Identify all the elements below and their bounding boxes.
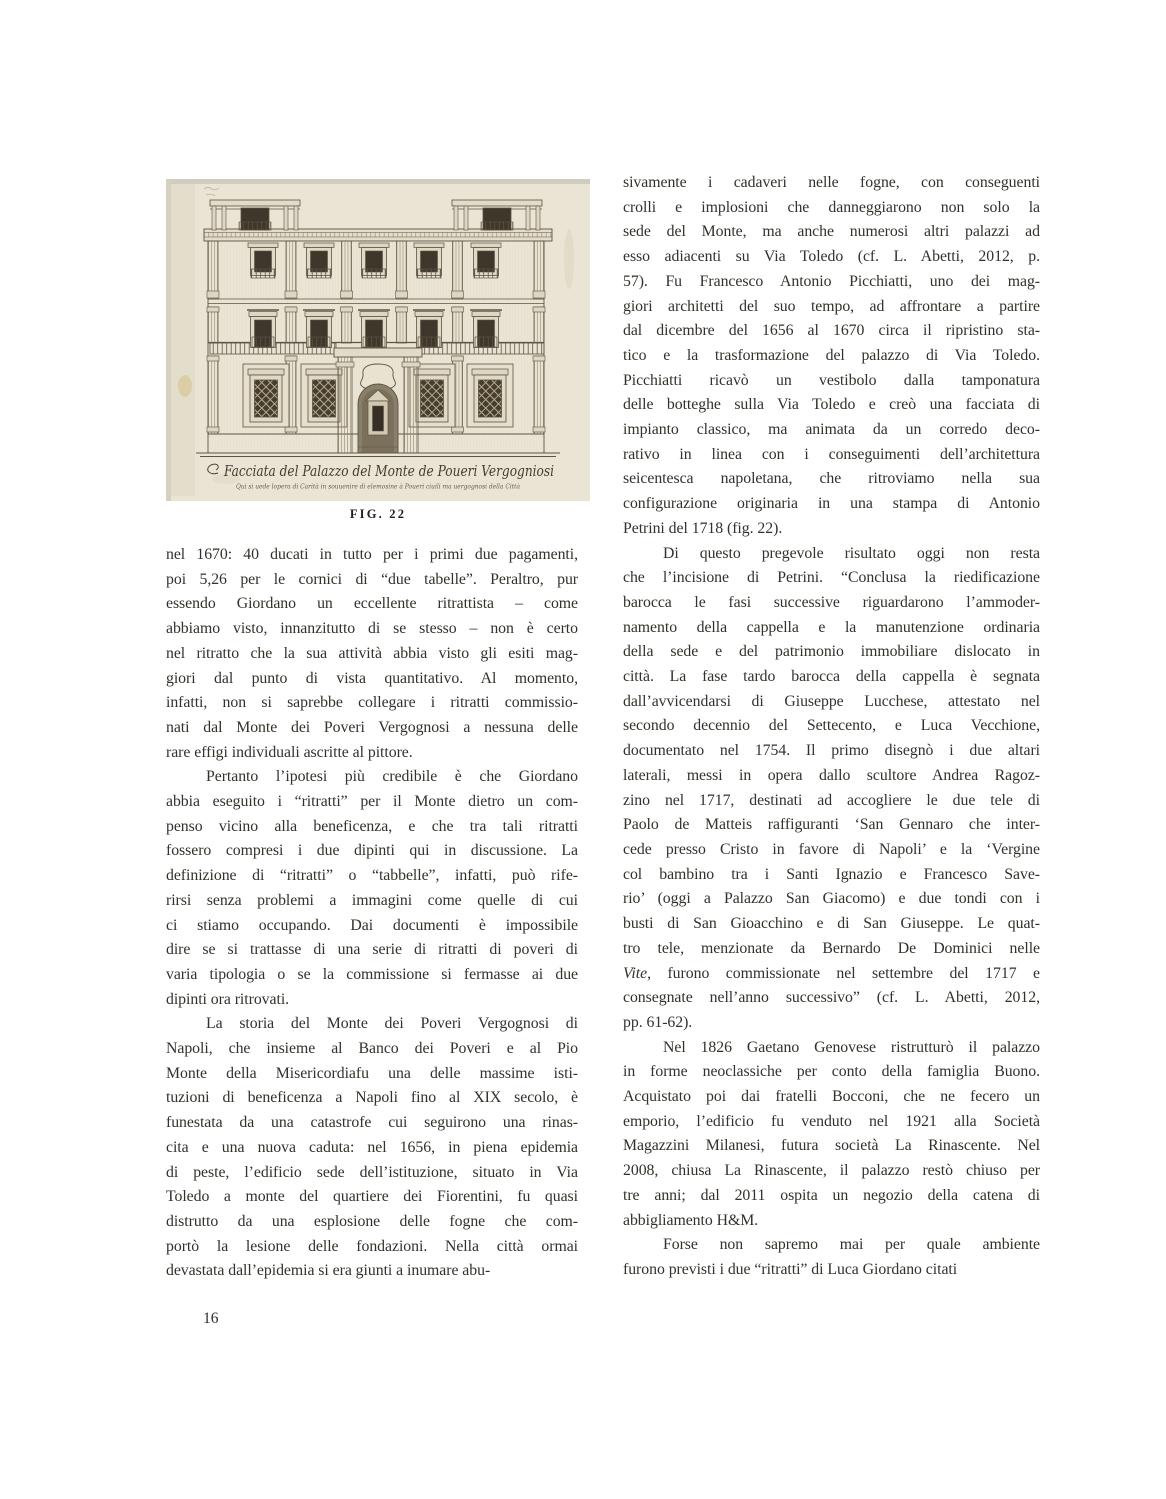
page-number: 16 — [203, 1310, 219, 1327]
text-line: devastata dall’epidemia si era giunti a inumare abu- — [166, 1262, 491, 1280]
text-line: Di questo pregevole risultato oggi non resta — [663, 544, 1040, 562]
figure-caption: FIG. 22 — [349, 507, 407, 521]
text-line: Magazzini Milanesi, futura società La Rinascente. Nel — [623, 1137, 1040, 1155]
text-line: giori dal punto di vista quantitativo. Al momento, — [166, 669, 578, 687]
text-line: delle botteghe sulla Via Toledo e creò una facciata di — [623, 396, 1040, 414]
text-line: in forme neoclassiche per conto della famiglia Buono. — [623, 1063, 1040, 1081]
text-line: secondo decennio del Settecento, e Luca Vecchione, — [623, 717, 1040, 735]
figure-22-engraving — [166, 179, 590, 501]
left-text-column — [166, 543, 578, 1284]
text-line: città. La fase tardo barocca della cappella è segnata — [623, 668, 1040, 686]
text-line: cede presso Cristo in favore di Napoli’ e la ‘Vergine — [623, 840, 1040, 858]
text-line: documentato nel 1754. Il primo disegnò i due altari — [623, 742, 1040, 760]
text-line: nati dal Monte dei Poveri Vergognosi a nessuna delle — [166, 718, 578, 736]
left-attic-tower — [210, 200, 300, 230]
text-line: furono previsti i due “ritratti” di Luca Giordano citati — [623, 1260, 958, 1278]
text-line: abbigliamento H&M. — [623, 1211, 759, 1229]
text-line: configurazione originaria in una stampa di Antonio — [623, 495, 1040, 513]
text-line: consegnate nell’anno successivo” (cf. L. Abetti, 2012, — [623, 989, 1040, 1007]
text-line: essendo Giordano un eccellente ritrattista – come — [166, 595, 578, 613]
right-text-column — [623, 171, 1040, 1283]
text-line: funestata da una catastrofe cui seguirono una rinas- — [166, 1114, 578, 1132]
text-line: definizione di “ritratti” o “tabbelle”, infatti, può rife- — [166, 867, 578, 885]
text-line: che l’incisione di Petrini. “Conclusa la riedificazione — [623, 569, 1040, 587]
text-line: Nel 1826 Gaetano Genovese ristrutturò il palazzo — [663, 1038, 1040, 1056]
text-line: rio’ (oggi a Palazzo San Giacomo) e due tondi con i — [623, 890, 1040, 908]
text-line: nel ritratto che la sua attività abbia visto gli esiti mag- — [166, 644, 578, 662]
text-line: emporio, l’edificio fu venduto nel 1921 alla Società — [623, 1112, 1040, 1130]
text-line: namento della cappella e la manutenzione ordinaria — [623, 618, 1040, 636]
text-line: della sede e del patrimonio immobiliare dislocato in — [623, 643, 1040, 661]
text-line: busti di San Gioacchino e di San Giuseppe. Le quat- — [623, 915, 1040, 933]
text-line: Acquistato poi dai fratelli Bocconi, che ne fecero un — [623, 1088, 1040, 1106]
text-line: Vite, furono commissionate nel settembre del 1717 e — [623, 964, 1040, 982]
palazzo-facade-etching — [166, 179, 590, 501]
text-line: rirsi senza problemi a immagini come quelle di cui — [166, 891, 578, 909]
text-line: poi 5,26 per le cornici di “due tabelle”. Peraltro, pur — [166, 570, 578, 588]
text-line: Paolo de Matteis raffiguranti ‘San Gennaro che inter- — [623, 816, 1040, 834]
text-line: Petrini del 1718 (fig. 22). — [623, 519, 783, 537]
text-line: penso vicino alla beneficenza, e che tra tali ritratti — [166, 817, 578, 835]
text-line: Picchiatti ricavò un vestibolo dalla tamponatura — [623, 371, 1040, 389]
palazzo-facade — [196, 200, 560, 457]
text-line: sivamente i cadaveri nelle fogne, con conseguenti — [623, 174, 1040, 191]
text-line: crolli e implosioni che danneggiarono non solo la — [623, 198, 1040, 216]
text-line: giori architetti del suo tempo, ad affrontare a partire — [623, 297, 1040, 315]
text-line: Monte della Misericordiafu una delle massime isti- — [166, 1064, 578, 1082]
text-line: dire se si trattasse di una serie di ritratti di poveri di — [166, 941, 578, 959]
text-line: tico e la trasformazione del palazzo di Via Toledo. — [623, 346, 1040, 364]
portal — [334, 348, 422, 453]
text-line: dipinti ora ritrovati. — [166, 990, 290, 1008]
right-attic-tower — [452, 200, 542, 230]
text-line: cita e una nuova caduta: nel 1656, in piena epidemia — [166, 1138, 578, 1156]
text-line: Forse non sapremo mai per quale ambiente — [663, 1236, 1040, 1254]
text-line: Napoli, che insieme al Banco dei Poveri e al Pio — [166, 1040, 578, 1058]
text-line: barocca le fasi successive riguardarono l’ammoder- — [623, 593, 1040, 611]
plate-subtitle: Qui si uede lopera di Carità in souuenire di elemosine à Poueri ciuili ma uergognosi della Città — [236, 482, 521, 491]
text-line: abbia eseguito i “ritratti” per il Monte dietro un com- — [166, 793, 578, 811]
text-line: dal dicembre del 1656 al 1670 circa il ripristino sta- — [623, 322, 1040, 340]
text-line: esso adiacenti su Via Toledo (cf. L. Abetti, 2012, p. — [623, 248, 1040, 266]
text-line: rativo in linea con i conseguimenti dell’architettura — [623, 445, 1040, 463]
text-line: tuzioni di beneficenza a Napoli fino al XIX secolo, è — [166, 1089, 578, 1107]
plate-inscription — [208, 464, 554, 491]
text-line: seicentesca napoletana, che ritroviamo nella sua — [623, 470, 1040, 488]
text-line: impianto classico, ma animata da un corredo deco- — [623, 421, 1040, 439]
text-line: Pertanto l’ipotesi più credibile è che Giordano — [206, 768, 578, 786]
text-line: fossero compresi i due dipinti qui in discussione. La — [166, 842, 578, 860]
text-line: laterali, messi in opera dallo scultore Andrea Ragoz- — [623, 766, 1040, 784]
text-line: ci stiamo occupando. Dai documenti è impossibile — [166, 916, 578, 934]
text-line: sede del Monte, ma anche numerosi altri palazzi ad — [623, 223, 1040, 241]
text-line: dall’avvicendarsi di Giuseppe Lucchese, attestato nel — [623, 692, 1040, 710]
text-line: varia tipologia o se la commissione si fermasse ai due — [166, 965, 578, 983]
text-line: portò la lesione delle fondazioni. Nella città ormai — [166, 1237, 578, 1255]
text-line: infatti, non si saprebbe collegare i ritratti commissio- — [166, 694, 578, 712]
text-line: distrutto da una esplosione delle fogne che com- — [166, 1212, 578, 1230]
text-line: col bambino tra i Santi Ignazio e Francesco Save- — [623, 865, 1040, 883]
plate-title: Facciata del Palazzo del Monte de Poueri Vergogniosi — [223, 464, 554, 480]
text-line: nel 1670: 40 ducati in tutto per i primi due pagamenti, — [166, 546, 578, 563]
text-line: rare effigi individuali ascritte al pittore. — [166, 743, 413, 761]
text-line: zino nel 1717, destinati ad accogliere le due tele di — [623, 791, 1040, 809]
text-line: La storia del Monte dei Poveri Vergognosi di — [206, 1015, 578, 1033]
text-line: tre anni; dal 2011 ospita un negozio della catena di — [623, 1186, 1040, 1204]
text-line: 2008, chiusa La Rinascente, il palazzo restò chiuso per — [623, 1162, 1040, 1180]
text-line: di peste, l’edificio sede dell’istituzione, situato in Via — [166, 1163, 578, 1181]
text-line: pp. 61-62). — [623, 1013, 693, 1031]
text-line: Toledo a monte del quartiere dei Fiorentini, fu quasi — [166, 1188, 578, 1206]
text-line: abbiamo visto, innanzitutto di se stesso – non è certo — [166, 620, 578, 638]
text-line: 57). Fu Francesco Antonio Picchiatti, uno dei mag- — [623, 272, 1040, 290]
text-line: tro tele, menzionate da Bernardo De Dominici nelle — [623, 939, 1040, 957]
